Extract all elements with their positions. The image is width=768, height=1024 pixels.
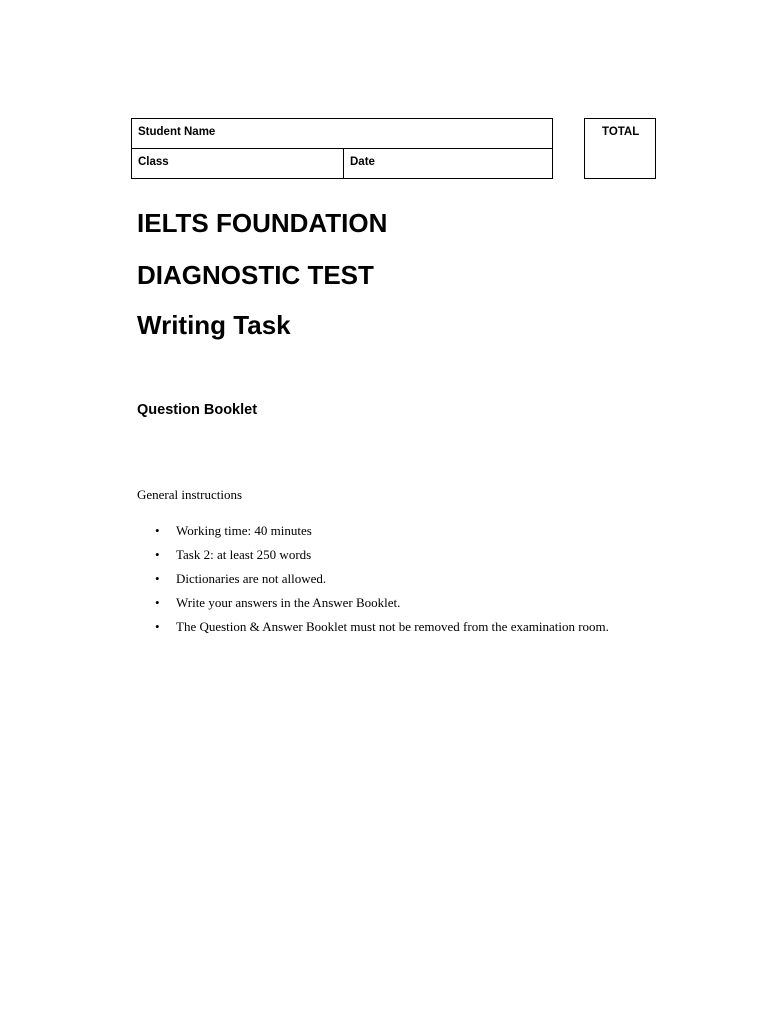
- student-name-label: Student Name: [138, 126, 216, 138]
- total-label: TOTAL: [602, 126, 640, 138]
- bullet-icon: •: [155, 523, 160, 538]
- bullet-icon: •: [155, 571, 160, 586]
- instructions-heading: General instructions: [137, 487, 243, 502]
- total-score-box: [584, 118, 656, 179]
- bullet-icon: •: [155, 595, 160, 610]
- title-ielts-foundation: IELTS FOUNDATION: [137, 208, 388, 238]
- instruction-text: Write your answers in the Answer Booklet.: [176, 595, 401, 610]
- class-label: Class: [138, 156, 169, 168]
- instruction-text: Task 2: at least 250 words: [176, 547, 312, 562]
- date-label: Date: [350, 156, 375, 168]
- student-info-table: [131, 118, 553, 179]
- bullet-icon: •: [155, 619, 160, 634]
- instruction-text: Working time: 40 minutes: [176, 523, 312, 538]
- bullet-icon: •: [155, 547, 160, 562]
- instruction-text: The Question & Answer Booklet must not be removed from the examination room.: [176, 619, 609, 634]
- date-divider: [343, 149, 344, 179]
- title-diagnostic-test: DIAGNOSTIC TEST: [137, 260, 374, 290]
- title-writing-task: Writing Task: [137, 310, 291, 340]
- instruction-text: Dictionaries are not allowed.: [176, 571, 327, 586]
- question-booklet-subtitle: Question Booklet: [137, 402, 258, 418]
